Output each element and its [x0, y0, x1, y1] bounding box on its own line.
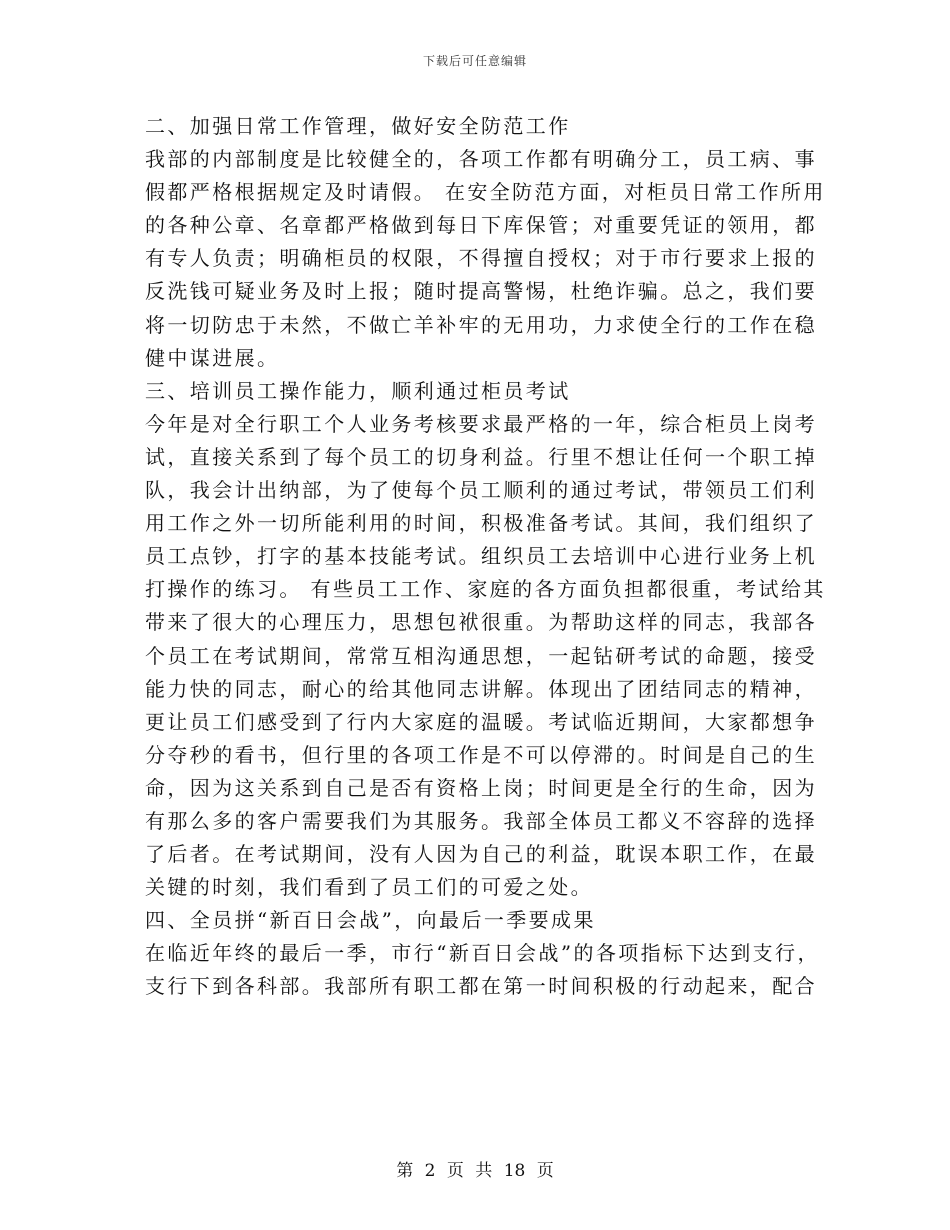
text-line: 用工作之外一切所能利用的时间，积极准备考试。其间，我们组织了 — [145, 511, 817, 536]
text-line: 二、加强日常工作管理，做好安全防范工作 — [145, 114, 571, 138]
text-line: 四、全员拼“新百日会战”，向最后一季要成果 — [145, 908, 596, 933]
text-line: 反洗钱可疑业务及时上报；随时提高警惕，杜绝诈骗。总之，我们要 — [145, 279, 817, 304]
text-line: 个员工在考试期间，常常互相沟通思想，一起钻研考试的命题，接受 — [145, 643, 817, 668]
text-line: 我部的内部制度是比较健全的，各项工作都有明确分工，员工病、事 — [145, 147, 817, 172]
text-line: 试，直接关系到了每个员工的切身利益。行里不想让任何一个职工掉 — [145, 444, 817, 469]
text-line: 队，我会计出纳部，为了使每个员工顺利的通过考试，带领员工们利 — [145, 478, 817, 503]
document-body — [145, 110, 826, 1004]
text-line: 带来了很大的心理压力，思想包袱很重。为帮助这样的同志，我部各 — [145, 610, 817, 635]
text-line: 在临近年终的最后一季，市行“新百日会战”的各项指标下达到支行， — [145, 941, 820, 966]
text-line: 分夺秒的看书，但行里的各项工作是不可以停滞的。时间是自己的生 — [145, 742, 817, 767]
page-header: 下载后可任意编辑 — [422, 54, 527, 68]
text-line: 打操作的练习。 有些员工工作、家庭的各方面负担都很重，考试给其 — [145, 577, 826, 602]
text-line: 支行下到各科部。我部所有职工都在第一时间积极的行动起来，配合 — [145, 974, 817, 999]
text-line: 的各种公章、名章都严格做到每日下库保管；对重要凭证的领用，都 — [145, 213, 817, 238]
text-line: 健中谋进展。 — [145, 345, 280, 370]
text-line: 能力快的同志，耐心的给其他同志讲解。体现出了团结同志的精神， — [145, 676, 817, 701]
text-line: 关键的时刻，我们看到了员工们的可爱之处。 — [145, 875, 593, 900]
text-line: 员工点钞，打字的基本技能考试。组织员工去培训中心进行业务上机 — [145, 544, 817, 569]
text-line: 了后者。在考试期间，没有人因为自己的利益，耽误本职工作，在最 — [145, 842, 817, 867]
text-line: 有那么多的客户需要我们为其服务。我部全体员工都义不容辞的选择 — [145, 808, 817, 833]
text-line: 命，因为这关系到自己是否有资格上岗；时间更是全行的生命，因为 — [145, 775, 817, 800]
page-footer: 第 2 页 共 18 页 — [396, 1161, 554, 1181]
text-line: 更让员工们感受到了行内大家庭的温暖。考试临近期间，大家都想争 — [145, 709, 817, 734]
text-line: 假都严格根据规定及时请假。 在安全防范方面，对柜员日常工作所用 — [145, 180, 826, 205]
text-line: 有专人负责；明确柜员的权限，不得擅自授权；对于市行要求上报的 — [145, 246, 817, 271]
text-line: 将一切防忠于未然，不做亡羊补牢的无用功，力求使全行的工作在稳 — [145, 312, 817, 337]
text-line: 今年是对全行职工个人业务考核要求最严格的一年，综合柜员上岗考 — [145, 411, 817, 436]
text-line: 三、培训员工操作能力，顺利通过柜员考试 — [145, 378, 571, 403]
